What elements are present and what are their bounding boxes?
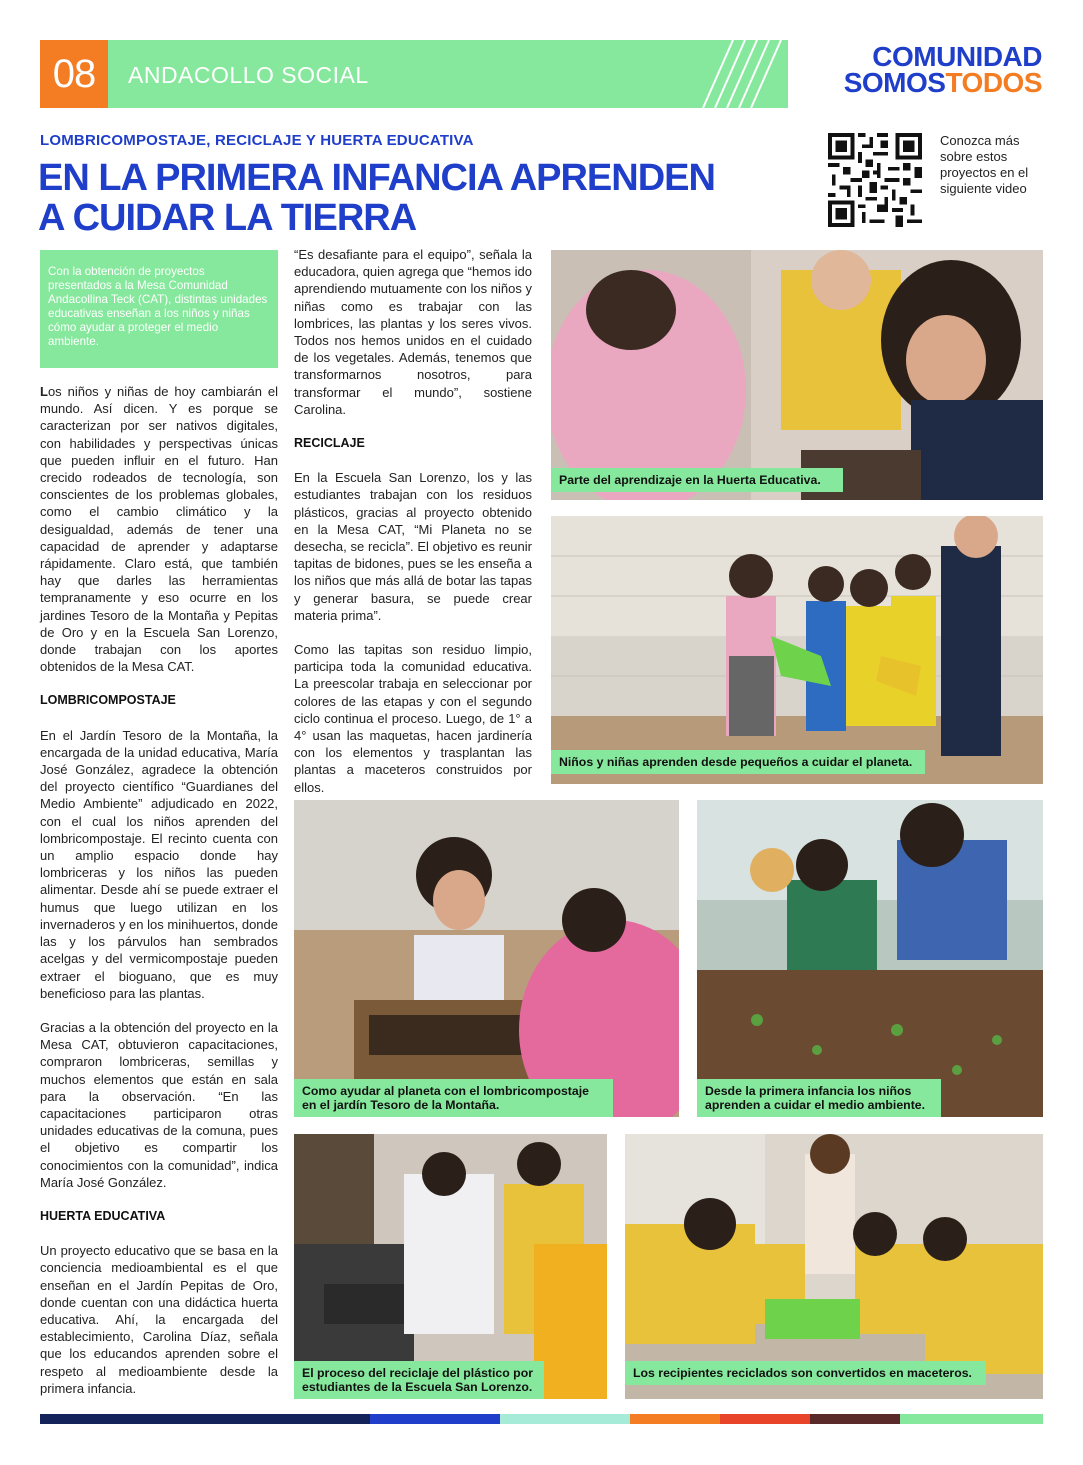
photo-image bbox=[697, 800, 1043, 1117]
page-number: 08 bbox=[40, 40, 108, 108]
article-column-1 bbox=[40, 383, 278, 1414]
headline-line-1: EN LA PRIMERA INFANCIA APRENDEN bbox=[38, 157, 715, 199]
headline bbox=[38, 158, 798, 238]
photo-caption: Desde la primera infancia los niños aprenden a cuidar el medio ambiente. bbox=[697, 1079, 941, 1117]
paragraph-huerta: Un proyecto educativo que se basa en la conciencia medioambiental es el que enseñan en el Jardín Pepitas de Oro, donde cuentan con una didáctica huerta educativa. Ahí, la encargada del establecimiento, Carolina Díaz, señala que los educandos aprenden sobre el respeto al medioambiente desde la primera infancia. bbox=[40, 1243, 278, 1396]
photo-image bbox=[551, 516, 1043, 784]
section-band bbox=[108, 40, 788, 108]
photo-caption: Como ayudar al planeta con el lombricompostaje en el jardín Tesoro de la Montaña. bbox=[294, 1079, 613, 1117]
paragraph-reciclaje: En la Escuela San Lorenzo, los y las estudiantes trabajan con los residuos plásticos, gracias al proyecto obtenido en la Mesa CAT, “Mi Planeta no se desecha, se recicla”. El objetivo es reunir tapitas de bidones, pues se les enseña a los niños que más allá de botar las tapas y generar basura, se puede crear materia prima”. bbox=[294, 470, 532, 623]
photo-lombricompostaje bbox=[294, 800, 679, 1117]
kicker: LOMBRICOMPOSTAJE, RECICLAJE Y HUERTA EDUCATIVA bbox=[40, 132, 474, 149]
qr-code-icon[interactable] bbox=[828, 133, 922, 227]
drop-initial: L bbox=[40, 384, 48, 399]
brand-line-2a: SOMOS bbox=[843, 67, 946, 98]
photo-image bbox=[625, 1134, 1043, 1399]
headline-line-2: A CUIDAR LA TIERRA bbox=[38, 197, 417, 239]
paragraph-intro bbox=[40, 383, 278, 675]
photo-caption: Parte del aprendizaje en la Huerta Educativa. bbox=[551, 468, 843, 492]
paragraph-intro-text: os niños y niñas de hoy cambiarán el mundo. Así dicen. Y es porque se caracterizan por ser nativos digitales, con habilidades y perspectivas únicas que pueden influir en el futuro. Han crecido rodeados de tecnología, son conscientes de los problemas globales, como el cambio climático y la desigualdad, además de tener una capacidad de aprender y adaptarse rápidamente. Claro está, que también hay que darles las herramientas tempranamente y eso ocurre en los jardines Tesoro de la Montaña y Pepitas de Oro y en la Escuela San Lorenzo, donde trabajan con los aportes obtenidos de la Mesa CAT. bbox=[40, 384, 278, 675]
paragraph-quote: “Es desafiante para el equipo”, señala la educadora, quien agrega que “hemos ido aprendiendo mutuamente con los niños y niñas como es trabajar con las lombrices, las plantas y los seres vivos. Todos nos hemos unidos en el cuidado de los vegetales. Además, tenemos que transformarnos nosotros, para transformar el mundo”, sostiene Carolina. bbox=[294, 247, 532, 417]
brand-line-1: COMUNIDAD bbox=[872, 41, 1042, 72]
brand-logo bbox=[810, 41, 1042, 98]
photo-caption: Niños y niñas aprenden desde pequeños a cuidar el planeta. bbox=[551, 750, 925, 774]
subhead-reciclaje: RECICLAJE bbox=[294, 436, 365, 451]
subhead-lombricompostaje: LOMBRICOMPOSTAJE bbox=[40, 693, 176, 708]
photo-ninos-planeta bbox=[551, 516, 1043, 784]
photo-image bbox=[294, 1134, 607, 1399]
photo-primera-infancia bbox=[697, 800, 1043, 1117]
photo-caption: Los recipientes reciclados son convertidos en maceteros. bbox=[625, 1361, 986, 1385]
lead-box: Con la obtención de proyectos presentados a la Mesa Comunidad Andacollina Teck (CAT), distintas unidades educativas enseñan a los niños y niñas cómo ayudar a proteger el medio ambiente. bbox=[40, 250, 278, 368]
section-label: ANDACOLLO SOCIAL bbox=[128, 62, 369, 88]
paragraph-lombricompostaje: En el Jardín Tesoro de la Montaña, la encargada de la unidad educativa, María José González, agradece la obtención del proyecto científico “Guardianes del Medio Ambiente” adjudicado en 2022, con el cual los niños aprenden del lombricompostaje. El recinto cuenta con un amplio espacio donde hay lombriceras y los niños las pueden alimentar. Desde ahí se puede extraer el humus que luego utilizan en los invernaderos y en los minihuertos, donde las y los párvulos han sembrados acelgas y del vermicompostaje pueden extraer el bioguano, que es muy beneficioso para las plantas. bbox=[40, 727, 278, 1001]
photo-image bbox=[551, 250, 1043, 500]
photo-image bbox=[294, 800, 679, 1117]
photo-caption: El proceso del reciclaje del plástico por estudiantes de la Escuela San Lorenzo. bbox=[294, 1361, 544, 1399]
stripes-decoration bbox=[698, 40, 788, 108]
subhead-huerta: HUERTA EDUCATIVA bbox=[40, 1208, 166, 1223]
paragraph-capacitaciones: Gracias a la obtención del proyecto en la Mesa CAT, obtuvieron capacitaciones, compraron lombriceras, semillas y muchos elementos que están en sala para la observación. “En las capacitaciones participaron otras unidades educativas de la comuna, pues el objetivo es compartir los conocimientos con la comunidad”, indica María José González. bbox=[40, 1019, 278, 1190]
photo-huerta-educativa bbox=[551, 250, 1043, 500]
brand-line-2b: TODOS bbox=[945, 67, 1042, 98]
paragraph-tapitas: Como las tapitas son residuo limpio, participa toda la comunidad educativa. La preescolar trabaja en seleccionar por colores de las etapas y con el segundo ciclo continua el proceso. Luego, de 1° a 4° usan las maquetas, hacen jardinería con los elementos y trasplantan las plantas a maceteros construidos por ellos. bbox=[294, 642, 532, 795]
photo-reciclaje-plastico bbox=[294, 1134, 607, 1399]
bottom-color-bar bbox=[40, 1414, 1043, 1424]
qr-note: Conozca más sobre estos proyectos en el siguiente video bbox=[940, 133, 1029, 196]
article-column-2 bbox=[294, 246, 532, 813]
photo-maceteros bbox=[625, 1134, 1043, 1399]
